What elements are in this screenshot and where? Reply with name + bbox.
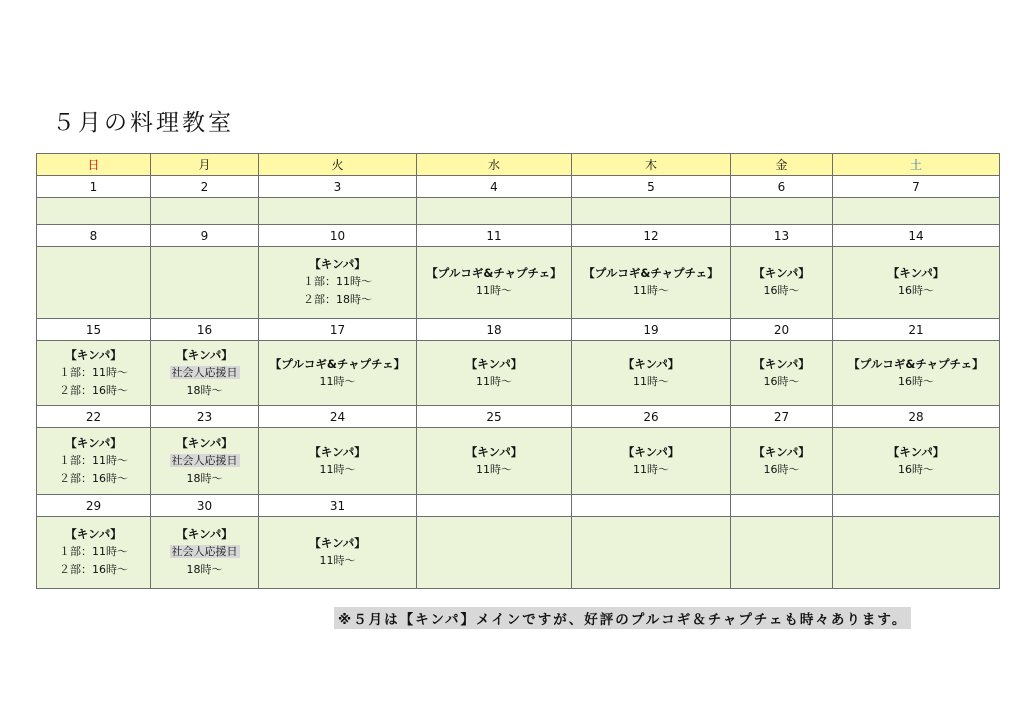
event-cell bbox=[572, 517, 731, 589]
class-time: 11時～ bbox=[476, 462, 512, 476]
weekday-thursday: 木 bbox=[572, 154, 731, 176]
status-badge: 社会人応援日 bbox=[171, 365, 238, 379]
date-row bbox=[37, 225, 1000, 247]
class-time: 11時～ bbox=[633, 462, 669, 476]
class-time: 16時～ bbox=[898, 284, 934, 297]
class-name: 【プルコギ&チャプチェ】 bbox=[848, 356, 984, 371]
date-row bbox=[37, 406, 1000, 428]
date-cell: 19 bbox=[572, 319, 731, 341]
event-cell bbox=[151, 517, 259, 589]
class-time: 11時～ bbox=[319, 554, 356, 567]
class-time: ２部：16時～ bbox=[59, 383, 128, 397]
class-name: 【キンパ】 bbox=[465, 444, 523, 459]
class-time: 16時～ bbox=[898, 462, 934, 476]
date-cell: 9 bbox=[151, 225, 259, 247]
date-row bbox=[37, 319, 1000, 341]
class-name: 【キンパ】 bbox=[309, 536, 366, 550]
date-cell bbox=[417, 495, 572, 517]
event-cell bbox=[833, 341, 1000, 406]
event-cell bbox=[37, 428, 151, 495]
date-cell: 7 bbox=[833, 176, 1000, 198]
date-cell bbox=[731, 495, 833, 517]
date-cell: 2 bbox=[151, 176, 259, 198]
class-name: 【キンパ】 bbox=[176, 527, 233, 541]
event-cell bbox=[572, 341, 731, 406]
date-cell: 21 bbox=[833, 319, 1000, 341]
date-cell: 12 bbox=[572, 225, 731, 247]
date-cell: 17 bbox=[259, 319, 417, 341]
weekday-saturday: 土 bbox=[833, 154, 1000, 176]
date-cell: 27 bbox=[731, 406, 833, 428]
date-cell: 29 bbox=[37, 495, 151, 517]
class-name: 【キンパ】 bbox=[65, 527, 122, 541]
date-cell: 4 bbox=[417, 176, 572, 198]
date-cell: 1 bbox=[37, 176, 151, 198]
date-cell: 28 bbox=[833, 406, 1000, 428]
class-time: ２部：16時～ bbox=[59, 563, 128, 576]
class-time: 11時～ bbox=[633, 374, 669, 388]
event-cell bbox=[259, 341, 417, 406]
weekday-header-row bbox=[37, 154, 1000, 176]
class-time: 16時～ bbox=[763, 462, 800, 476]
page-title: ５月の料理教室 bbox=[52, 110, 234, 136]
class-time: 11時～ bbox=[476, 374, 512, 388]
date-cell: 16 bbox=[151, 319, 259, 341]
date-cell: 30 bbox=[151, 495, 259, 517]
class-time: 16時～ bbox=[898, 374, 934, 388]
class-name: 【キンパ】 bbox=[887, 444, 945, 459]
event-cell bbox=[151, 198, 259, 225]
weekday-wednesday: 水 bbox=[417, 154, 572, 176]
event-cell bbox=[259, 517, 417, 589]
event-cell bbox=[37, 517, 151, 589]
event-cell bbox=[572, 198, 731, 225]
date-cell: 23 bbox=[151, 406, 259, 428]
date-cell: 20 bbox=[731, 319, 833, 341]
event-cell bbox=[417, 428, 572, 495]
class-time: 18時～ bbox=[186, 383, 223, 397]
weekday-tuesday: 火 bbox=[259, 154, 417, 176]
calendar-body bbox=[37, 176, 1000, 589]
class-name: 【キンパ】 bbox=[887, 266, 945, 280]
class-time: 16時～ bbox=[763, 374, 800, 388]
class-name: 【キンパ】 bbox=[753, 356, 810, 371]
date-row bbox=[37, 176, 1000, 198]
status-badge: 社会人応援日 bbox=[171, 453, 238, 467]
events-row bbox=[37, 247, 1000, 319]
class-time: 11時～ bbox=[319, 374, 356, 388]
class-name: 【キンパ】 bbox=[65, 347, 122, 362]
class-name: 【キンパ】 bbox=[465, 356, 523, 371]
weekday-friday: 金 bbox=[731, 154, 833, 176]
date-cell: 15 bbox=[37, 319, 151, 341]
class-name: 【キンパ】 bbox=[753, 444, 810, 459]
event-cell bbox=[417, 247, 572, 319]
class-name: 【プルコギ&チャプチェ】 bbox=[426, 266, 562, 280]
date-cell: 18 bbox=[417, 319, 572, 341]
events-row bbox=[37, 198, 1000, 225]
event-cell bbox=[833, 198, 1000, 225]
date-cell: 14 bbox=[833, 225, 1000, 247]
date-cell: 25 bbox=[417, 406, 572, 428]
date-cell: 26 bbox=[572, 406, 731, 428]
class-time: ２部：18時～ bbox=[303, 293, 372, 306]
class-time: 18時～ bbox=[186, 563, 223, 576]
events-row bbox=[37, 517, 1000, 589]
event-cell bbox=[731, 428, 833, 495]
footnote: ※５月は【キンパ】メインですが、好評のプルコギ＆チャプチェも時々あります。 bbox=[334, 607, 911, 629]
class-time: 18時～ bbox=[186, 471, 223, 485]
event-cell bbox=[417, 341, 572, 406]
class-name: 【キンパ】 bbox=[176, 435, 233, 450]
event-cell bbox=[417, 517, 572, 589]
event-cell bbox=[37, 247, 151, 319]
class-time: １部：11時～ bbox=[59, 365, 128, 379]
date-cell: 3 bbox=[259, 176, 417, 198]
date-cell: 22 bbox=[37, 406, 151, 428]
date-cell: 5 bbox=[572, 176, 731, 198]
calendar-table bbox=[36, 153, 1000, 589]
class-time: １部：11時～ bbox=[59, 545, 128, 558]
event-cell bbox=[572, 247, 731, 319]
badge-line bbox=[151, 452, 258, 470]
event-cell bbox=[417, 198, 572, 225]
class-time: 11時～ bbox=[476, 284, 512, 297]
event-cell bbox=[259, 247, 417, 319]
weekday-sunday: 日 bbox=[37, 154, 151, 176]
badge-line bbox=[151, 364, 258, 382]
class-name: 【キンパ】 bbox=[753, 266, 810, 280]
date-cell: 6 bbox=[731, 176, 833, 198]
class-time: １部：11時～ bbox=[303, 275, 372, 288]
class-name: 【キンパ】 bbox=[309, 257, 366, 271]
class-name: 【キンパ】 bbox=[65, 435, 122, 450]
class-name: 【プルコギ&チャプチェ】 bbox=[269, 356, 406, 371]
event-cell bbox=[731, 517, 833, 589]
event-cell bbox=[833, 517, 1000, 589]
class-time: 11時～ bbox=[633, 284, 669, 297]
date-cell bbox=[572, 495, 731, 517]
event-cell bbox=[833, 247, 1000, 319]
class-name: 【キンパ】 bbox=[176, 347, 233, 362]
date-cell: 8 bbox=[37, 225, 151, 247]
class-time: １部：11時～ bbox=[59, 453, 128, 467]
date-cell: 24 bbox=[259, 406, 417, 428]
event-cell bbox=[151, 247, 259, 319]
class-name: 【キンパ】 bbox=[309, 444, 366, 459]
class-time: 16時～ bbox=[763, 284, 800, 297]
status-badge: 社会人応援日 bbox=[171, 545, 238, 558]
event-cell bbox=[151, 341, 259, 406]
events-row bbox=[37, 428, 1000, 495]
event-cell bbox=[731, 341, 833, 406]
event-cell bbox=[731, 198, 833, 225]
date-cell: 10 bbox=[259, 225, 417, 247]
class-time: 11時～ bbox=[319, 462, 356, 476]
date-cell: 13 bbox=[731, 225, 833, 247]
event-cell bbox=[833, 428, 1000, 495]
date-cell: 31 bbox=[259, 495, 417, 517]
class-time: ２部：16時～ bbox=[59, 471, 128, 485]
event-cell bbox=[731, 247, 833, 319]
event-cell bbox=[259, 428, 417, 495]
date-row bbox=[37, 495, 1000, 517]
weekday-monday: 月 bbox=[151, 154, 259, 176]
event-cell bbox=[37, 198, 151, 225]
event-cell bbox=[572, 428, 731, 495]
class-name: 【キンパ】 bbox=[622, 356, 680, 371]
event-cell bbox=[37, 341, 151, 406]
class-name: 【プルコギ&チャプチェ】 bbox=[583, 266, 719, 280]
event-cell bbox=[151, 428, 259, 495]
class-name: 【キンパ】 bbox=[622, 444, 680, 459]
badge-line bbox=[151, 543, 258, 561]
events-row bbox=[37, 341, 1000, 406]
date-cell bbox=[833, 495, 1000, 517]
date-cell: 11 bbox=[417, 225, 572, 247]
event-cell bbox=[259, 198, 417, 225]
